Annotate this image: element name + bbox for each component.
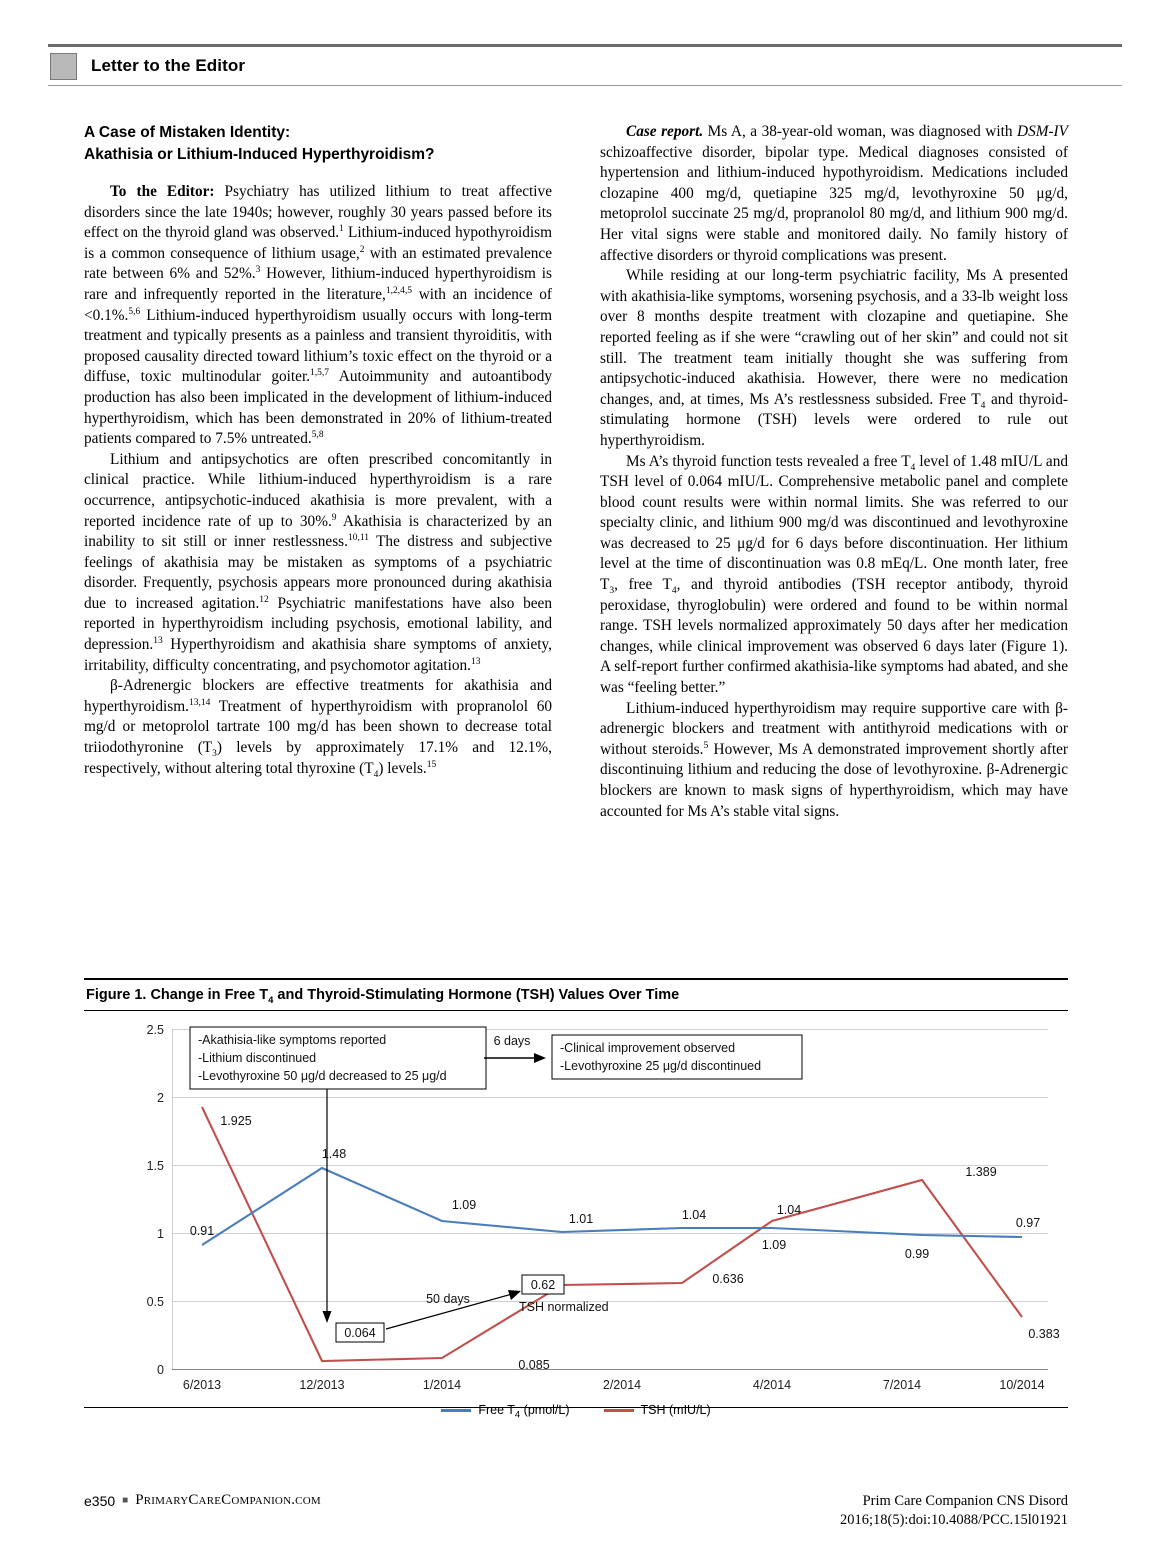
svg-text:-Levothyroxine 25 μg/d discont: -Levothyroxine 25 μg/d discontinued bbox=[560, 1059, 762, 1073]
svg-text:1: 1 bbox=[157, 1227, 164, 1241]
svg-text:6/2013: 6/2013 bbox=[182, 1378, 222, 1392]
annotation-tsh-normalized: TSH normalized bbox=[519, 1300, 609, 1314]
label-tsh-1.09: 1.09 bbox=[761, 1238, 787, 1252]
paragraph-left-2: Lithium and antipsychotics are often prescribed concomitantly in clinical practice. While lithium-induced hyperthyroidism is a rare occurrence, antipsychotic-induced akathisia is more prevalent, with a reported incidence rate of up to 30%.$^9$ Akathisia is characterized by an inability to sit still or inner restlessness.$^{10,11}$ The distress and subjective feelings of akathisia may be mistaken as symptoms of a psychiatric disorder. Frequently, psychosis appears more pronounced during akathisia due to increased agitation.$^{12}$ Psychiatric manifestations have also been reported in hyperthyroidism including psychosis, emotional lability, and depression.$^{13}$ Hyperthyroidism and akathisia share symptoms of anxiety, irritability, difficulty concentrating, and psychomotor agitation.$^{13}$ bbox=[84, 450, 553, 674]
figure-caption: Figure 1. Change in Free $T_4$ and Thyroid-Stimulating Hormone (TSH) Values Over Time bbox=[86, 987, 680, 1006]
svg-text:-Clinical improvement observed: -Clinical improvement observed bbox=[560, 1041, 736, 1055]
paragraph-right-3: Ms A’s thyroid function tests revealed a free $T_4$ level of 1.48 mIU/L and TSH level of 0.064 mIU/L. Comprehensive metabolic panel and complete blood count results were within normal limits. She was referred to our specialty clinic, and lithium 900 mg/d was discontinued and levothyroxine was decreased to 25 μg/d for 6 days before discontinuation. Her lithium level at the time of discontinuation was 0.8 mEq/L. One month later, free $T_3$, free $T_4$, and thyroid antibodies (TSH receptor antibody, thyroid peroxidase, thyroglobulin) were ordered and found to be within normal range. TSH levels normalized approximately 50 days after her medication changes, while clinical improvement was observed 6 days later (Figure 1). A self-report further confirmed akathisia-like symptoms had abated, and she was “feeling better.” bbox=[600, 452, 1069, 697]
annotation-50days-label: 50 days bbox=[426, 1292, 470, 1306]
label-tsh-0.383: 0.383 bbox=[1028, 1327, 1060, 1341]
header-inner bbox=[48, 47, 1122, 85]
svg-text:0.5: 0.5 bbox=[146, 1295, 164, 1309]
data-labels bbox=[190, 1114, 1060, 1372]
figure-1 bbox=[84, 978, 1068, 1421]
svg-text:0: 0 bbox=[157, 1363, 164, 1377]
svg-text:10/2014: 10/2014 bbox=[999, 1378, 1045, 1392]
legend-item-free-t4 bbox=[441, 1403, 570, 1421]
article-title-line2: Akathisia or Lithium-Induced Hyperthyroidism? bbox=[84, 146, 435, 163]
annotation-50days-arrowhead bbox=[508, 1290, 521, 1300]
svg-text:4/2014: 4/2014 bbox=[752, 1378, 792, 1392]
legend-label-tsh: TSH (mIU/L) bbox=[640, 1403, 711, 1417]
label-tsh-1.925: 1.925 bbox=[220, 1114, 252, 1128]
legend-label-free-t4: Free $T_4$ (pmol/L) bbox=[478, 1403, 570, 1421]
page-footer bbox=[84, 1492, 1068, 1530]
legend-swatch-free-t4 bbox=[441, 1409, 471, 1412]
paragraph-right-2: While residing at our long-term psychiatric facility, Ms A presented with akathisia-like symptoms, worsening psychosis, and a 33-lb weight loss over 8 months despite treatment with clozapine and quetiapine. She reported feeling as if she were “crawling out of her skin” and could not sit still. The treatment team initially thought she was suffering from antipsychotic-induced akathisia. However, there were no medication changes, and, at times, Ms A’s restlessness subsided. Free $T_4$ and thyroid-stimulating hormone (TSH) levels were ordered to rule out hyperthyroidism. bbox=[600, 267, 1068, 449]
boxed-0064-text: 0.064 bbox=[344, 1326, 376, 1340]
svg-text:1.5: 1.5 bbox=[146, 1159, 164, 1173]
footer-journal-line2: 2016;18(5):doi:10.4088/PCC.15l01921 bbox=[840, 1512, 1068, 1528]
label-ft4-0.91: 0.91 bbox=[189, 1224, 215, 1238]
paragraph-right-1: Case report. Ms A, a 38-year-old woman, was diagnosed with DSM-IV schizoaffective disorder, bipolar type. Medical diagnoses consisted of hypertension and lithium-induced hypothyroidism. Medications included clozapine 400 mg/d, quetiapine 325 mg/d, levothyroxine 50 μg/d, metoprolol succinate 25 mg/d, propranolol 80 mg/d, and lithium 900 mg/d. Her vital signs were stable and monitored daily. No family history of affective disorders or thyroid complications was present. bbox=[600, 123, 1068, 264]
svg-text:2.5: 2.5 bbox=[146, 1023, 164, 1037]
label-ft4-1.04a: 1.04 bbox=[681, 1208, 707, 1222]
svg-text:-Lithium discontinued: -Lithium discontinued bbox=[198, 1051, 317, 1065]
footer-right bbox=[840, 1492, 1068, 1530]
chart-legend bbox=[84, 1403, 1068, 1421]
svg-text:7/2014: 7/2014 bbox=[882, 1378, 922, 1392]
footer-site-link[interactable]: PrimaryCareCompanion.com bbox=[135, 1492, 321, 1508]
paragraph-left-1: To the Editor: Psychiatry has utilized lithium to treat affective disorders since the late 1940s; however, roughly 30 years passed before its effect on the thyroid gland was observed.$^1$ Lithium-induced hypothyroidism is a common consequence of lithium usage,$^2$ with an estimated prevalence rate between 6% and 52%.$^3$ However, lithium-induced hyperthyroidism is rare and infrequently reported in the literature,$^{1,2,4,5}$ with an incidence of <0.1%.$^{5,6}$ Lithium-induced hyperthyroidism usually occurs with long-term treatment and typically presents as a painless and transient thyroiditis, with proposed causality directed toward lithium’s toxic effect on the thyroid or a diffuse, toxic multinodular goiter.$^{1,5,7}$ Autoimmunity and autoantibody production has also been implicated in the development of lithium-induced hyperthyroidism, which has been demonstrated in 20% of lithium-treated patients compared to 7.5% untreated.$^{5,8}$ bbox=[84, 183, 553, 448]
label-ft4-1.48: 1.48 bbox=[321, 1147, 347, 1161]
label-tsh-0.085: 0.085 bbox=[518, 1358, 550, 1372]
header-bottom-rule bbox=[48, 85, 1122, 86]
page-header bbox=[48, 44, 1122, 86]
footer-mark-icon: ■ bbox=[122, 1495, 129, 1506]
x-tick-labels bbox=[183, 1378, 1045, 1392]
label-ft4-0.97: 0.97 bbox=[1015, 1216, 1041, 1230]
footer-left bbox=[84, 1492, 321, 1509]
annotation-left-arrowhead bbox=[323, 1311, 332, 1323]
article-body bbox=[84, 122, 1068, 822]
svg-text:-Akathisia-like symptoms repor: -Akathisia-like symptoms reported bbox=[198, 1033, 387, 1047]
label-ft4-1.09: 1.09 bbox=[451, 1198, 477, 1212]
annotation-6days-arrowhead bbox=[534, 1053, 546, 1063]
section-mark-icon bbox=[50, 53, 77, 80]
svg-text:1/2014: 1/2014 bbox=[422, 1378, 462, 1392]
legend-swatch-tsh bbox=[604, 1409, 634, 1412]
footer-page-label: e350 bbox=[84, 1492, 116, 1509]
svg-text:12/2013: 12/2013 bbox=[299, 1378, 345, 1392]
paragraph-left-3: β-Adrenergic blockers are effective treatments for akathisia and hyperthyroidism.$^{13,14}$ Treatment of hyperthyroidism with propranolol 60 mg/d or metoprolol tartrate 100 mg/d has been shown to decrease total triiodothyronine $(T_3)$ levels by approximately 17.1% and 12.1%, respectively, without altering total thyroxine $(T_4)$ levels.$^{15}$ bbox=[84, 677, 552, 780]
chart-area bbox=[84, 1011, 1068, 1421]
label-tsh-1.389: 1.389 bbox=[965, 1165, 997, 1179]
y-tick-labels bbox=[147, 1023, 164, 1377]
section-label: Letter to the Editor bbox=[91, 56, 246, 75]
legend-item-tsh bbox=[604, 1403, 711, 1417]
svg-text:2/2014: 2/2014 bbox=[602, 1378, 642, 1392]
article-title-line1: A Case of Mistaken Identity: bbox=[84, 124, 291, 141]
boxed-062-text: 0.62 bbox=[530, 1278, 556, 1292]
article-title bbox=[84, 122, 552, 166]
label-ft4-0.99: 0.99 bbox=[904, 1247, 930, 1261]
label-ft4-1.04b: 1.04 bbox=[776, 1203, 802, 1217]
line-chart bbox=[84, 1011, 1068, 1401]
to-the-editor-lead: To the Editor: bbox=[110, 183, 215, 200]
label-ft4-1.01: 1.01 bbox=[568, 1212, 594, 1226]
svg-text:-Levothyroxine 50 μg/d decreas: -Levothyroxine 50 μg/d decreased to 25 μg/d bbox=[198, 1069, 447, 1083]
annotation-6days-label: 6 days bbox=[493, 1034, 531, 1048]
label-tsh-0.636: 0.636 bbox=[712, 1272, 744, 1286]
footer-journal-line1: Prim Care Companion CNS Disord bbox=[862, 1493, 1068, 1509]
case-report-lead: Case report. bbox=[626, 123, 704, 140]
right-column bbox=[600, 122, 1068, 822]
svg-text:2: 2 bbox=[157, 1091, 164, 1105]
paragraph-right-4: Lithium-induced hyperthyroidism may require supportive care with β-adrenergic blockers and treatment with antithyroid medications with or without steroids.$^5$ However, Ms A demonstrated improvement shortly after discontinuing lithium and reducing the dose of levothyroxine. β-Adrenergic blockers are known to mask signs of hyperthyroidism, which may have accounted for Ms A’s stable vital signs. bbox=[600, 699, 1068, 820]
left-column bbox=[84, 122, 552, 822]
